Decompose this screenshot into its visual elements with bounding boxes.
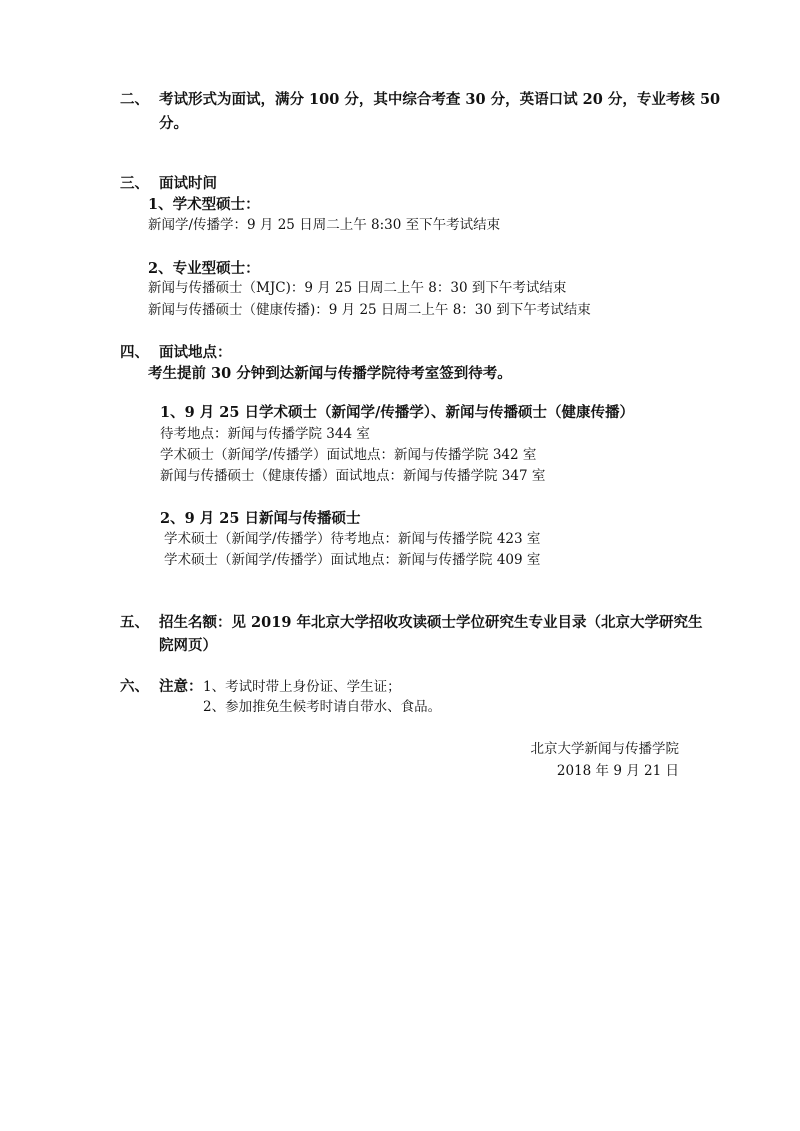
section-4-group1-title: 1、9 月 25 日学术硕士（新闻学/传播学）、新闻与传播硕士（健康传播）: [160, 404, 635, 421]
section-5-number: 五、: [120, 614, 149, 631]
section-4-group2-title: 2、9 月 25 日新闻与传播硕士: [160, 510, 361, 527]
section-4-group1-line3: 新闻与传播硕士（健康传播）面试地点：新闻与传播学院 347 室: [160, 468, 546, 484]
footer-date: 2018 年 9 月 21 日: [556, 763, 679, 779]
section-4-group1-line1: 待考地点：新闻与传播学院 344 室: [160, 426, 370, 442]
section-3-sub1-title: 1、学术型硕士：: [148, 196, 260, 213]
section-3-title: 面试时间: [159, 175, 217, 192]
section-4-note: 考生提前 30 分钟到达新闻与传播学院待考室签到待考。: [148, 365, 512, 382]
section-3-sub2-title: 2、专业型硕士：: [148, 260, 260, 277]
section-4-group1-line2: 学术硕士（新闻学/传播学）面试地点：新闻与传播学院 342 室: [160, 447, 537, 463]
section-2-line1: 考试形式为面试，满分 100 分，其中综合考查 30 分，英语口试 20 分，专业考核 50: [159, 91, 721, 108]
section-4-group2-line1: 学术硕士（新闻学/传播学）待考地点：新闻与传播学院 423 室: [164, 531, 541, 547]
section-3-sub1-line: 新闻学/传播学：9 月 25 日周二上午 8:30 至下午考试结束: [148, 217, 501, 233]
section-4-group2-line2: 学术硕士（新闻学/传播学）面试地点：新闻与传播学院 409 室: [164, 552, 541, 568]
section-5-line1: 招生名额：见 2019 年北京大学招收攻读硕士学位研究生专业目录（北京大学研究生: [159, 614, 703, 631]
section-3-sub2-line1: 新闻与传播硕士（MJC)：9 月 25 日周二上午 8：30 到下午考试结束: [148, 280, 567, 296]
section-2-line2: 分。: [159, 115, 188, 132]
section-5-line2: 院网页）: [159, 637, 217, 654]
section-3-number: 三、: [120, 175, 149, 192]
section-6-item2: 2、参加推免生候考时请自带水、食品。: [203, 699, 442, 715]
section-2-number: 二、: [120, 91, 149, 108]
section-3-sub2-line2: 新闻与传播硕士（健康传播)：9 月 25 日周二上午 8：30 到下午考试结束: [148, 302, 591, 318]
section-4-title: 面试地点：: [159, 344, 232, 361]
section-4-number: 四、: [120, 344, 149, 361]
section-6-item1: 1、考试时带上身份证、学生证；: [203, 679, 401, 695]
footer-organization: 北京大学新闻与传播学院: [530, 741, 679, 757]
section-6-label: 注意：: [159, 678, 203, 695]
section-6-number: 六、: [120, 678, 149, 695]
